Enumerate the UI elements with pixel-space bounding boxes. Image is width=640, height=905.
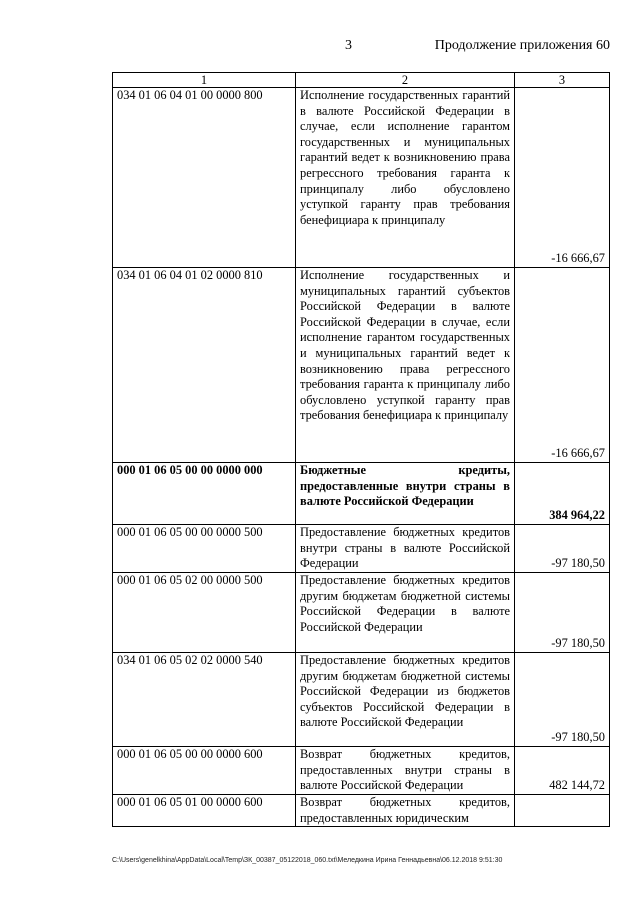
budget-amount: -16 666,67 (515, 88, 610, 268)
budget-code: 034 01 06 04 01 00 0000 800 (113, 88, 296, 268)
budget-code: 000 01 06 05 00 00 0000 600 (113, 747, 296, 795)
column-header: 3 (515, 73, 610, 88)
page-number: 3 (345, 38, 352, 53)
column-header: 1 (113, 73, 296, 88)
budget-code: 034 01 06 04 01 02 0000 810 (113, 268, 296, 463)
budget-description: Бюджетные кредиты, предоставленные внутри страны в валюте Российской Федерации (296, 463, 515, 525)
budget-amount: -97 180,50 (515, 573, 610, 653)
table-header-row (113, 73, 610, 88)
budget-code: 000 01 06 05 00 00 0000 000 (113, 463, 296, 525)
budget-description: Исполнение государственных гарантий в валюте Российской Федерации в случае, если исполнение гарантом государственных и муниципальных гарантий ведет к возникновению права регрессного требования гаранта к принципалу либо обусловлено уступкой гаранту прав требования бенефициара к принципалу (296, 88, 515, 268)
budget-description: Предоставление бюджетных кредитов другим бюджетам бюджетной системы Российской Федерации из бюджетов субъектов Российской Федерации в валюте Российской Федерации (296, 653, 515, 747)
table-row (113, 653, 610, 747)
table-row (113, 795, 610, 827)
budget-table (112, 72, 610, 827)
budget-amount: 482 144,72 (515, 747, 610, 795)
budget-description: Возврат бюджетных кредитов, предоставленных юридическим (296, 795, 515, 827)
table-row (113, 573, 610, 653)
budget-description: Возврат бюджетных кредитов, предоставленных внутри страны в валюте Российской Федерации (296, 747, 515, 795)
table-row (113, 463, 610, 525)
column-header: 2 (296, 73, 515, 88)
budget-amount: -16 666,67 (515, 268, 610, 463)
budget-amount (515, 795, 610, 827)
table-row (113, 88, 610, 268)
budget-description: Исполнение государственных и муниципальных гарантий субъектов Российской Федерации в валюте Российской Федерации в случае, если исполнение гарантом государственных и муниципальных гарантий ведет к возникновению права регрессного требования гаранта к принципалу либо обусловлено уступкой гаранту прав требования бенефициара к принципалу (296, 268, 515, 463)
budget-description: Предоставление бюджетных кредитов другим бюджетам бюджетной системы Российской Федерации в валюте Российской Федерации (296, 573, 515, 653)
budget-code: 034 01 06 05 02 02 0000 540 (113, 653, 296, 747)
page-title: Продолжение приложения 60 (434, 38, 610, 53)
budget-amount: -97 180,50 (515, 525, 610, 573)
table-row (113, 525, 610, 573)
budget-amount: 384 964,22 (515, 463, 610, 525)
file-path-footer: C:\Users\genelkhina\AppData\Local\Temp\ЗК_00387_05122018_060.txt\Меледкина Ирина Геннадьевна\06.12.2018 9:51:30 (112, 857, 503, 864)
table-row (113, 747, 610, 795)
budget-amount: -97 180,50 (515, 653, 610, 747)
budget-code: 000 01 06 05 01 00 0000 600 (113, 795, 296, 827)
budget-code: 000 01 06 05 02 00 0000 500 (113, 573, 296, 653)
budget-code: 000 01 06 05 00 00 0000 500 (113, 525, 296, 573)
budget-description: Предоставление бюджетных кредитов внутри страны в валюте Российской Федерации (296, 525, 515, 573)
table-row (113, 268, 610, 463)
